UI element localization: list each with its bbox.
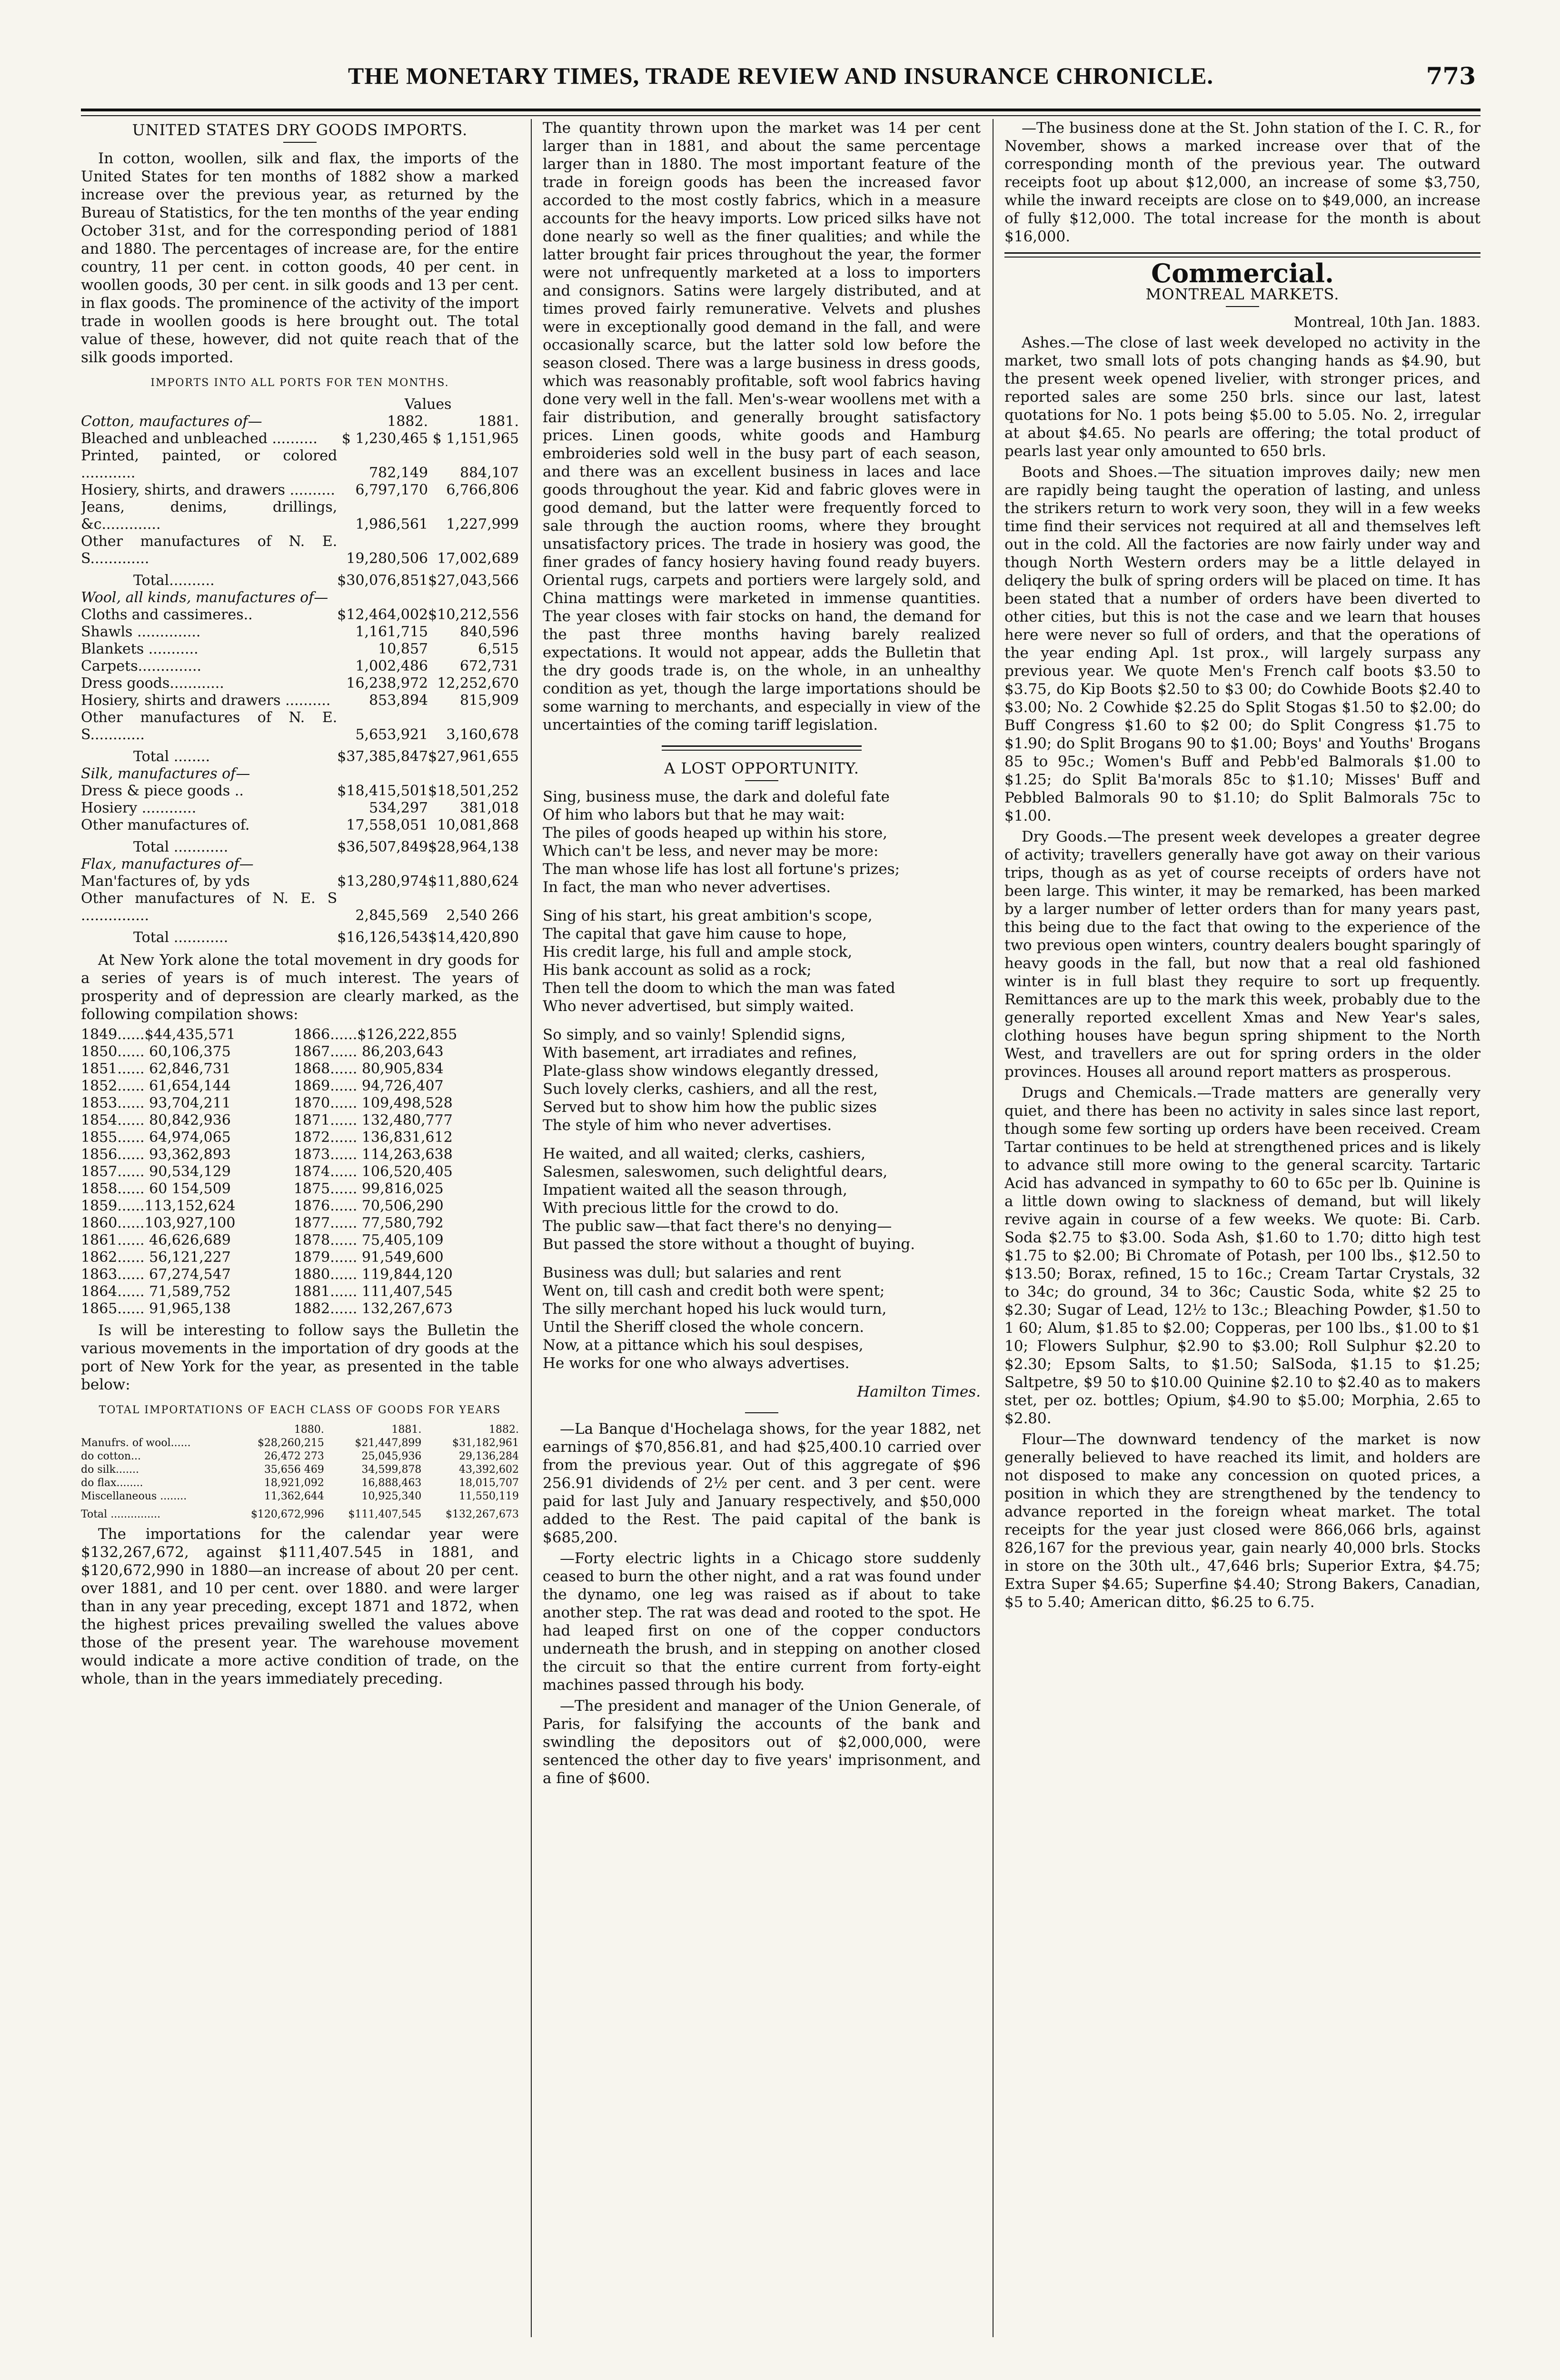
dry-goods-continued: The quantity thrown upon the market was 14 per cent larger than in 1881, and about the same percentage larger than in 1880. The most important feature of the trade in foreign goods has been the increased favor accorded to the most costly fabrics, which in a measure accounts for the heavy imports. Low priced silks have not done nearly so well as the finer qualities; and while the latter brought fair prices throughout the year, the former were not unfrequently marketed at a loss to importers and consignors. Satins were largely distributed, and at times proved fairly remunerative. Velvets and plushes were in exceptionally good demand in the fall, and were occasionally scarce, but the latter sold low before the season closed. There was a large business in dress goods, which was reasonably profitable, soft wool fabrics having done very well in the fall. Men's-wear woollens met with a fair distribution, and generally brought satisfactory prices. Linen goods, white goods and Hamburg embroideries sold well in the busy part of each season, and there was an excellent business in laces and lace goods throughout the year. Kid and fabric gloves were in good demand, but the latter were frequently forced to sale through the auction rooms, where they brought unsatisfactory prices. The trade in hosiery was good, the finer grades of fancy hosiery having found ready buyers. Oriental rugs, carpets and portiers were largely sold, and China mattings were marketed in immense quantities. The year closes with fair stocks on hand, the demand for the past three months having barely realized expectations. It would not appear, adds the Bulletin that the dry goods trade is, on the whole, in an unhealthy condition as yet, though the large importations should be some warning to merchants, and especially in view of the uncertainties of the coming tariff legislation. [543,119,981,734]
table-row: do cotton... 26,472 273 25,045,936 29,136,284 [81,1450,519,1462]
year-header: 1882. [387,413,428,430]
poem-line: Went on, till cash and credit both were spent; [543,1282,885,1299]
year-header: 1882. [489,1424,519,1436]
table-row: Other manufactures of N. E. S............. 19,280,506 17,002,689 [81,533,519,567]
table1-title: IMPORTS INTO ALL PORTS FOR TEN MONTHS. [150,377,449,389]
table-row: Hosiery, shirts and drawers .......... 853,894 815,909 [81,692,519,709]
table-row: Total ............ $36,507,849 $28,964,138 [133,839,519,855]
poem-line: Salesmen, saleswomen, such delightful dears, [543,1163,888,1180]
poem-title-rule [745,780,778,781]
table-row: 1850...... 60,106,375 1867...... 86,203,643 [81,1043,444,1060]
poem-line: The style of him who never advertises. [543,1117,832,1134]
running-title: THE MONETARY TIMES, TRADE REVIEW AND INSURANCE CHRONICLE. [348,62,1214,89]
poem-line: The silly merchant hoped his luck would turn, [543,1300,887,1318]
poem-stanza [543,1145,981,1253]
imports-table [81,396,519,946]
poem-line: Now, at a pittance which his soul despises, [543,1337,864,1354]
table-row: Bleached and unbleached .......... $ 1,230,465 $ 1,151,965 [81,430,519,447]
poem-line: With basement, art irradiates and refines, [543,1044,857,1061]
note-rule [745,1412,778,1413]
table-row: 1857...... 90,534,129 1874...... 106,520,405 [81,1163,453,1180]
markets-heading: MONTREAL MARKETS. [1145,285,1340,303]
poem-title: A LOST OPPORTUNITY. [664,759,859,777]
table-row: Other manufactures of N. E. S............ 5,653,921 3,160,678 [81,709,519,743]
dateline: Montreal, 10th Jan. 1883. [1293,314,1481,331]
note-st-john: —The business done at the St. John station of the I. C. R., for November, shows a marked increase over that of the corresponding month of the previous year. The outward receipts foot up about $12,000, an increase of some $3,750, while the inward receipts are close on to $49,000, an increase of fully $12,000. The total increase for the month is about $16,000. [1004,119,1481,245]
table-row: 1864...... 71,589,752 1881...... 111,407,545 [81,1283,453,1300]
table-row: Total ........ $37,385,847 $27,961,655 [133,748,519,765]
market-dry-goods: Dry Goods.—The present week developes a greater degree of activity; travellers generally have got away on their various trips, though as as yet of course receipts of orders have not been large. This winter, it may be remarked, has been marked by a larger number of letter orders than for many years past, this being due to the fact that owing to the experience of the two previous open winters, country dealers bought sparingly of heavy goods in the fall, but now that a real old fashioned winter is in full blast they require to sort up frequently. Remittances are up to the mark this week, probably due to the generally reported excellent Xmas and New Year's sales, clothing houses have begun spring shipment to the North West, and travellers are out for spring orders in the older provinces. Houses all around report matters as prosperous. [1004,828,1481,1081]
market-boots-shoes: Boots and Shoes.—The situation improves daily; new men are rapidly being taught the operation of lasting, and unless the strikers return to work very soon, they will in a few weeks time find their services not required at all and themselves left out in the cold. All the factories are now fairly under way and though North Western orders may be a little delayed in deliqery the bulk of spring orders will be placed on time. It has been stated that a number of orders have been diverted to other cities, but this is not the case and we learn that houses here were never so full of orders, and that the operations of the year ending Apl. 1st prox., will largely surpass any previous year. We quote Men's French calf boots $3.50 to $3.75, do Kip Boots $2.50 to $3 00; do Cowhide Boots $2.40 to $3.00; No. 2 Cowhide $2.25 do Split Stogas $1.50 to $2.00; do Buff Congress $1.60 to $2 00; do Split Congress $1.75 to $1.90; do Split Brogans 90 to $1.00; Boys' and Youths' Brogans 85 to 95c.; Women's Buff and Pebb'ed Balmorals $1.00 to $1.25; do Split Ba'morals 85c to $1.10; Misses' Buff and Pebbled Balmorals 90 to $1.10; do Split Balmorals 75c to $1.00. [1004,464,1481,824]
newspaper-page [81,38,1481,2361]
category-label: Flax, manufactures of— [81,856,254,873]
column-3 [1004,119,1481,2347]
market-drugs-chemicals: Drugs and Chemicals.—Trade matters are generally very quiet, and there has been no activity in sales since last report, though some few sorting up orders have been received. Cream Tartar continues to be held at strengthened prices and is likely to advance still more owing to the general scarcity. Tartaric Acid has advanced in sympathy to 60 to 65c per lb. Quinine is a little down owing to slackness of demand, but will likely revive again in course of a few weeks. We quote: Bi. Carb. Soda $2.75 to $3.00. Soda Ash, $1.60 to 1.70; ditto high test $1.75 to $2.00; Bi Chromate of Potash, per 100 lbs., $12.50 to $13.50; Borax, refined, 15 to 16c.; Cream Tartar Crystals, 32 to 34c; do ground, 34 to 36c; Caustic Soda, white $2 25 to $2.30; Sugar of Lead, 12½ to 13c.; Bleaching Powder, $1.50 to 1 60; Alum, $1.85 to $2.00; Copperas, per 100 lbs., $1.00 to $1 10; Flowers Sulphur, $2.90 to $3.00; Roll Sulphur $2.20 to $2.30; Epsom Salts, to $1.50; SalSoda, $1.15 to $1.25; Saltpetre, $9 50 to $10.00 Quinine $2.10 to $2.40 as to makers stet, per oz. bottles; Opium, $4.90 to $5.00; Morphia, 2.65 to $2.80. [1004,1084,1481,1427]
table-row: Dress & piece goods .. $18,415,501 $18,501,252 [81,783,519,799]
poem-line: Sing of his start, his great ambition's scope, [543,907,873,924]
poem-line: The piles of goods heaped up within his store, [543,824,888,842]
poem-stanza [543,1264,981,1372]
poem-line: Sing, business muse, the dark and doleful fate [543,788,890,805]
poem-line: The public saw—that fact there's no denying— [543,1218,892,1235]
poem-stanza [543,1026,981,1134]
table-row: Blankets ........... 10,857 6,515 [81,641,519,657]
header-rule-thin [81,115,1481,116]
table-row: Other manufactures of. 17,558,051 10,081,868 [81,817,519,833]
poem-line: The capital that gave him cause to hope, [543,925,847,942]
table-row: Total ............... $120,672,996 $111,407,545 $132,267,673 [81,1508,519,1520]
table-row: 1858...... 60 154,509 1875...... 99,816,025 [81,1180,444,1197]
table-row: 1859......113,152,624 1876...... 70,506,290 [81,1198,444,1214]
category-label: Silk, manufactures of— [81,765,250,782]
section-separator [1004,252,1481,258]
category-label: Wool, all kinds, manufactures of— [81,589,328,606]
table-row: Miscellaneous ........ 11,362,644 10,925,340 11,550,119 [81,1490,519,1502]
table-row: do silk....... 35,656 469 34,599,878 43,392,602 [81,1464,519,1476]
column-2 [543,119,981,2347]
poem-line: His credit large, his full and ample stock, [543,943,853,961]
page-number: 773 [1426,62,1476,90]
article-intro: In cotton, woollen, silk and flax, the imports of the United States for ten months of 1882 show a marked increase over the previous year, as returned by the Bureau of Statistics, for the ten months of the year ending October 31st, and for the corresponding period of 1881 and 1880. The percentages of increase are, for the entire country, 11 per cent. in cotton goods, 40 per cent. in woollen goods, 30 per cent. in silk goods and 13 per cent. in flax goods. The prominence of the activity of the import trade in woollen goods is here brought out. The total value of these, however, did not quite reach that of the silk goods imported. [81,150,519,366]
table-row: 1851...... 62,846,731 1868...... 80,905,834 [81,1061,444,1077]
poem-line: His bank account as solid as a rock; [543,962,812,979]
header-rule-thick [81,109,1481,111]
year-header: 1880. [294,1424,324,1436]
note-electric-lights: —Forty electric lights in a Chicago store suddenly ceased to burn the other night, and a rat was found under the dynamo, one leg was raised as if about to take another step. The rat was dead and rooted to the spot. He had leaped first on one of the copper conductors underneath the brush, and in stepping on another closed the circuit so that the entire current from forty-eight machines passed through his body. [543,1550,981,1694]
column-divider-1 [531,119,532,2337]
poem-line: Of him who labors but that he may wait: [543,806,845,823]
table-row: Total.......... $30,076,851 $27,043,566 [133,572,519,589]
poem-line: Impatient waited all the season through, [543,1181,847,1199]
poem-attribution: Hamilton Times. [857,1383,981,1400]
market-flour: Flour—The downward tendency of the market is now generally believed to have reached its limit, and holders are not disposed to make any concession on quoted prices, a position in which they are strengthened by the tendency to advance reported in the foreign wheat market. The total receipts for the year just closed were 866,066 brls, against 826,167 for the previous year, gain nearly 40,000 brls. Stocks in store on the 30th ult., 47,646 brls; Superior Extra, $4.75; Extra Super $4.65; Superfine $4.40; Strong Bakers, Canadian, $5 to 5.40; American ditto, $6.25 to 6.75. [1004,1431,1481,1611]
page-header [81,52,1481,100]
table-row: Hosiery, shirts, and drawers .......... 6,797,170 6,766,806 [81,482,519,498]
year-header: 1881. [391,1424,422,1436]
table-row: 1865...... 91,965,138 1882...... 132,267,673 [81,1300,453,1317]
table-row: Printed, painted, or colored ............ 782,149 884,107 [81,447,519,481]
column-divider-2 [993,119,994,2337]
column-1 [81,119,519,2347]
table-row: 1863...... 67,274,547 1880...... 119,844,120 [81,1266,453,1283]
ny-intro: At New York alone the total movement in dry goods for a series of years is of much interest. The years of prosperity and of depression are clearly marked, as the following compilation shows: [81,952,519,1023]
table-row: 1856...... 93,362,893 1873...... 114,263,638 [81,1146,453,1163]
table-row: 1860......103,927,100 1877...... 77,580,792 [81,1215,444,1231]
poem-line: The man whose life has lost all fortune's prizes; [543,861,900,878]
section-separator [662,745,862,751]
table-row: Carpets.............. 1,002,486 672,731 [81,658,519,674]
table-row: 1853...... 93,704,211 1870...... 109,498,528 [81,1095,453,1111]
poem-line: Until the Sheriff closed the whole concern. [543,1319,864,1336]
new-york-years-table [81,1026,519,1318]
table-row: 1855...... 64,974,065 1872...... 136,831,612 [81,1129,453,1146]
table-row: Total ............ $16,126,543 $14,420,890 [133,929,519,946]
note-hochelaga: —La Banque d'Hochelaga shows, for the year 1882, net earnings of $70,856.81, and had $25,400.10 carried over from the previous year. Out of this aggregate of $96 256.91 dividends of 2½ per cent. and 3 per cent. were paid for last July and January respectively, and $50,000 added to the Rest. The paid capital of the bank is $685,200. [543,1420,981,1546]
table2-title: TOTAL IMPORTATIONS OF EACH CLASS OF GOODS FOR YEARS [99,1404,501,1416]
poem-line: With precious little for the crowd to do. [543,1200,839,1217]
poem-line: Business was dull; but salaries and rent [543,1264,841,1281]
note-union-generale: —The president and manager of the Union Generale, of Paris, for falsifying the accounts of the bank and swindling the depositors out of $2,000,000, were sentenced the other day to five years' imprisonment, and a fine of $600. [543,1697,981,1787]
table-row: Other manufactures of N. E. S ............... 2,845,569 2,540 266 [81,890,519,924]
table-row: Hosiery ............ 534,297 381,018 [81,800,519,816]
poem-stanza [543,788,981,896]
poem-line: He works for one who always advertises. [543,1355,850,1372]
table-row: Dress goods............ 16,238,972 12,252,670 [81,675,519,692]
table-row: Cloths and cassimeres.. $12,464,002 $10,212,556 [81,606,519,623]
table-row: 1862...... 56,121,227 1879...... 91,549,600 [81,1249,444,1266]
bulletin-note: Is will be interesting to follow says the Bulletin the various movements in the importation of dry goods at the port of New York for the year, as presented in the table below: [81,1322,519,1393]
closing-paragraph: The importations for the calendar year were $132,267,672, against $111,407.545 in 1881, and $120,672,990 in 1880—an increase of about 20 per cent. over 1881, and 10 per cent. over 1880. and were larger than in any year preceding, except 1871 and 1872, when the highest prices prevailing swelled the values above those of the present year. The warehouse movement would indicate a more active condition of trade, on the whole, than in the years immediately preceding. [81,1526,519,1687]
poem-line: So simply, and so vainly! Splendid signs, [543,1026,846,1043]
markets-rule [1226,306,1259,307]
table-row: do flax........ 18,921,092 16,888,463 18,015,707 [81,1477,519,1489]
poem-line: Plate-glass show windows elegantly dressed, [543,1062,879,1080]
heading-rule [283,142,317,143]
table-row: 1849......$44,435,571 1866......$126,222,855 [81,1026,457,1043]
table-row: 1861...... 46,626,689 1878...... 75,405,109 [81,1232,444,1249]
poem-stanza [543,907,981,1015]
table-row: Jeans, denims, drillings, &c............. 1,986,561 1,227,999 [81,499,519,533]
article-heading: UNITED STATES DRY GOODS IMPORTS. [132,121,468,139]
category-label: Cotton, maufactures of— [81,413,262,430]
poem-line: He waited, and all waited; clerks, cashiers, [543,1145,866,1162]
poem-line: Then tell the doom to which the man was fated [543,980,895,997]
table-row: Man'factures of, by yds $13,280,974 $11,880,624 [81,873,519,890]
poem-line: But passed the store without a thought of buying. [543,1236,915,1253]
table-row: 1852...... 61,654,144 1869...... 94,726,407 [81,1078,444,1094]
poem-line: Which can't be less, and never may be more: [543,843,879,860]
market-ashes: Ashes.—The close of last week developed no activity in the market, two small lots of pots changing hands as $4.90, but the present week opened livelier, with stronger prices, and reported sales are some 250 brls. since our last, latest quotations for No. 1 pots being $5.00 to 5.05. No. 2, irregular at about $4.65. No pearls are offering; the total product of pearls last year only amounted to 650 brls. [1004,334,1481,460]
section-title: Commercial. [1151,258,1334,288]
poem-line: In fact, the man who never advertises. [543,879,831,896]
poem-line: Such lovely clerks, cashiers, and all the rest, [543,1081,878,1098]
values-label: Values [404,396,452,413]
poem-line: Served but to show him how the public sizes [543,1099,877,1116]
year-header: 1881. [478,413,519,430]
poem-line: Who never advertised, but simply waited. [543,998,855,1015]
table-row: Shawls .............. 1,161,715 840,596 [81,624,519,640]
table-row: 1854...... 80,842,936 1871...... 132,480,777 [81,1112,453,1129]
table-row: Manufrs. of wool...... $28,260,215 $21,447,899 $31,182,961 [81,1437,519,1449]
poem [543,788,981,1372]
class-totals-table [81,1423,519,1521]
